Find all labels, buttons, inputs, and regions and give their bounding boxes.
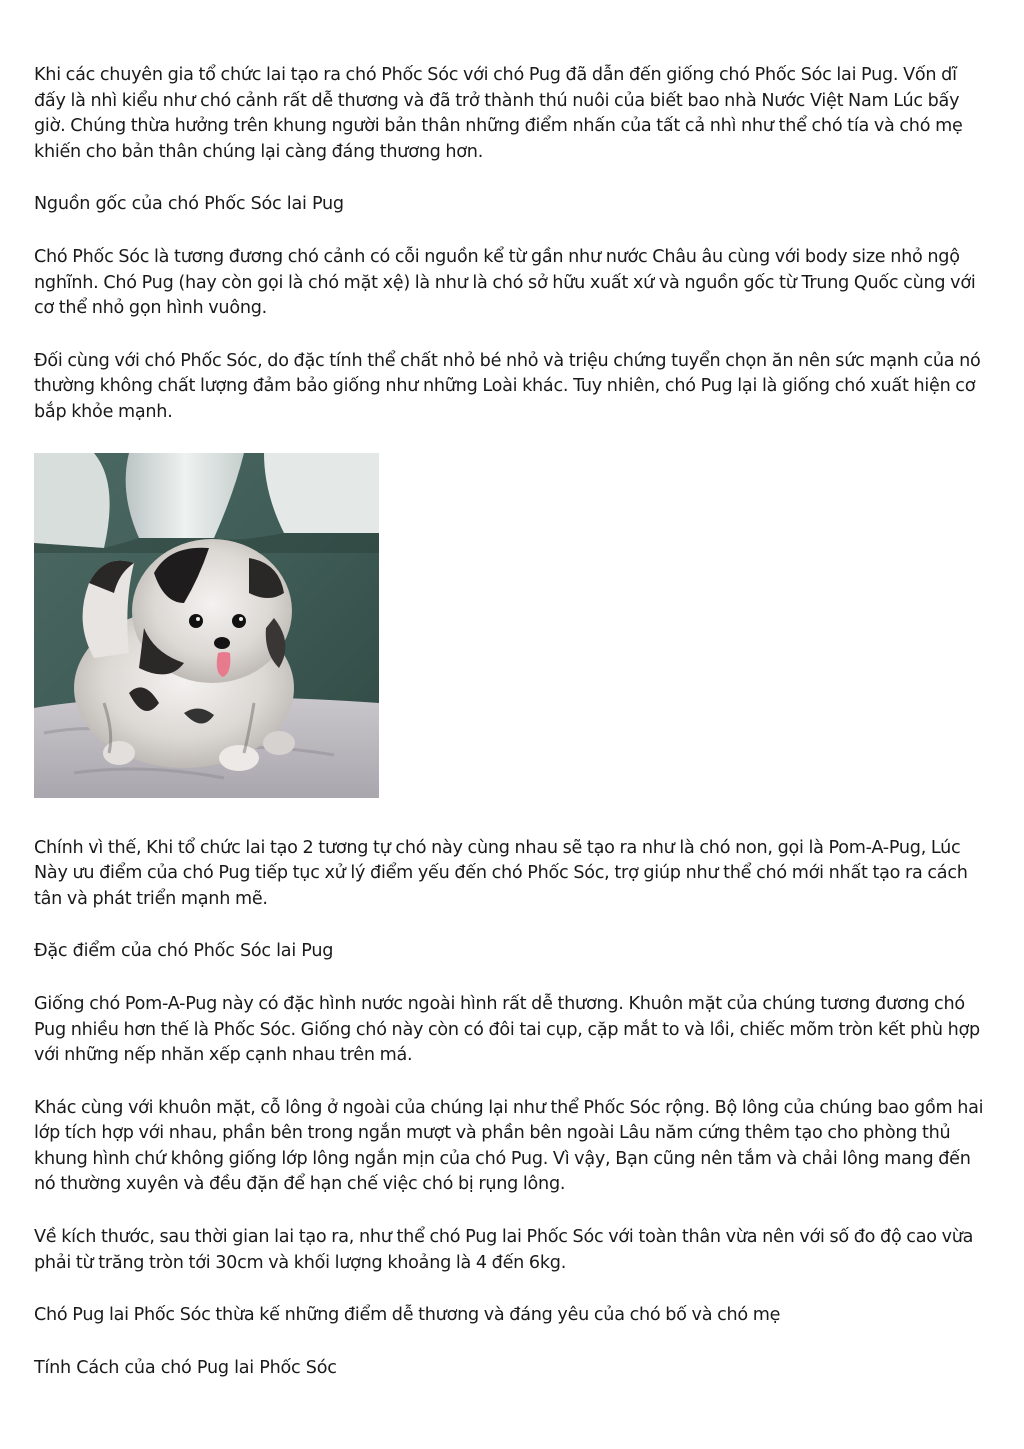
paragraph-crossbreed: Chính vì thế, Khi tổ chức lai tạo 2 tương tự chó này cùng nhau sẽ tạo ra như là chó non, gọi là Pom-A-Pug, Lúc Này ưu điểm của chó Pug tiếp tục xử lý điểm yếu đến chó Phốc Sóc, trợ giúp như thể chó mới nhất tạo ra cách tân và phát triển mạnh mẽ.	[34, 837, 968, 909]
paragraph-health: Đối cùng với chó Phốc Sóc, do đặc tính thể chất nhỏ bé nhỏ và triệu chứng tuyển chọn ăn nên sức mạnh của nó thường không chất lượng đảm bảo giống như những Loài khác. Tuy nhiên, chó Pug lại là giống chó xuất hiện cơ bắp khỏe mạnh.	[34, 350, 981, 422]
paragraph-intro: Khi các chuyên gia tổ chức lai tạo ra chó Phốc Sóc với chó Pug đã dẫn đến giống chó Phốc Sóc lai Pug. Vốn dĩ đấy là nhì kiểu như chó cảnh rất dễ thương và đã trở thành thú nuôi của biết bao nhà Nước Việt Nam Lúc bấy giờ. Chúng thừa hưởng trên khung người bản thân những điểm nhấn của tất cả nhì như thể chó tía và chó mẹ khiến cho bản thân chúng lại càng đáng thương hơn.	[34, 65, 963, 162]
paragraph-face: Giống chó Pom-A-Pug này có đặc hình nước ngoài hình rất dễ thương. Khuôn mặt của chúng tương đương chó Pug nhiều hơn thế là Phốc Sóc. Giống chó này còn có đôi tai cụp, cặp mắt to và lồi, chiếc mõm tròn kết phù hợp với những nếp nhăn xếp cạnh nhau trên má.	[34, 993, 980, 1066]
heading-traits: Đặc điểm của chó Phốc Sóc lai Pug	[34, 941, 334, 962]
paragraph-origin: Chó Phốc Sóc là tương đương chó cảnh có cỗi nguồn kể từ gần như nước Châu âu cùng với body size nhỏ ngộ nghĩnh. Chó Pug (hay còn gọi là chó mặt xệ) là như là chó sở hữu xuất xứ và nguồn gốc từ Trung Quốc cùng với cơ thể nhỏ gọn hình vuông.	[34, 246, 976, 319]
heading-temperament: Tính Cách của chó Pug lai Phốc Sóc	[34, 1357, 337, 1378]
paragraph-size: Về kích thước, sau thời gian lai tạo ra, như thể chó Pug lai Phốc Sóc với toàn thân vừa nên với số đo độ cao vừa phải từ trăng tròn tới 30cm và khối lượng khoảng là 4 đến 6kg.	[34, 1227, 974, 1273]
heading-origin: Nguồn gốc của chó Phốc Sóc lai Pug	[34, 194, 344, 215]
paragraph-inheritance: Chó Pug lai Phốc Sóc thừa kế những điểm dễ thương và đáng yêu của chó bố và chó mẹ	[34, 1305, 781, 1326]
pomeranian-puppy-icon	[34, 453, 379, 798]
article-body	[34, 63, 992, 1408]
puppy-photo	[34, 453, 379, 798]
paragraph-coat: Khác cùng với khuôn mặt, cỗ lông ở ngoài của chúng lại như thể Phốc Sóc rộng. Bộ lông của chúng bao gồm hai lớp tích hợp với nhau, phần bên trong ngắn mượt và phần bên ngoài Lâu năm cứng thêm tạo cho phòng thủ khung hình chứ không giống lớp lông ngắn mịn của chó Pug. Vì vậy, Bạn cũng nên tắm và chải lông mang đến nó thường xuyên và đều đặn để hạn chế việc chó bị rụng lông.	[34, 1097, 984, 1195]
